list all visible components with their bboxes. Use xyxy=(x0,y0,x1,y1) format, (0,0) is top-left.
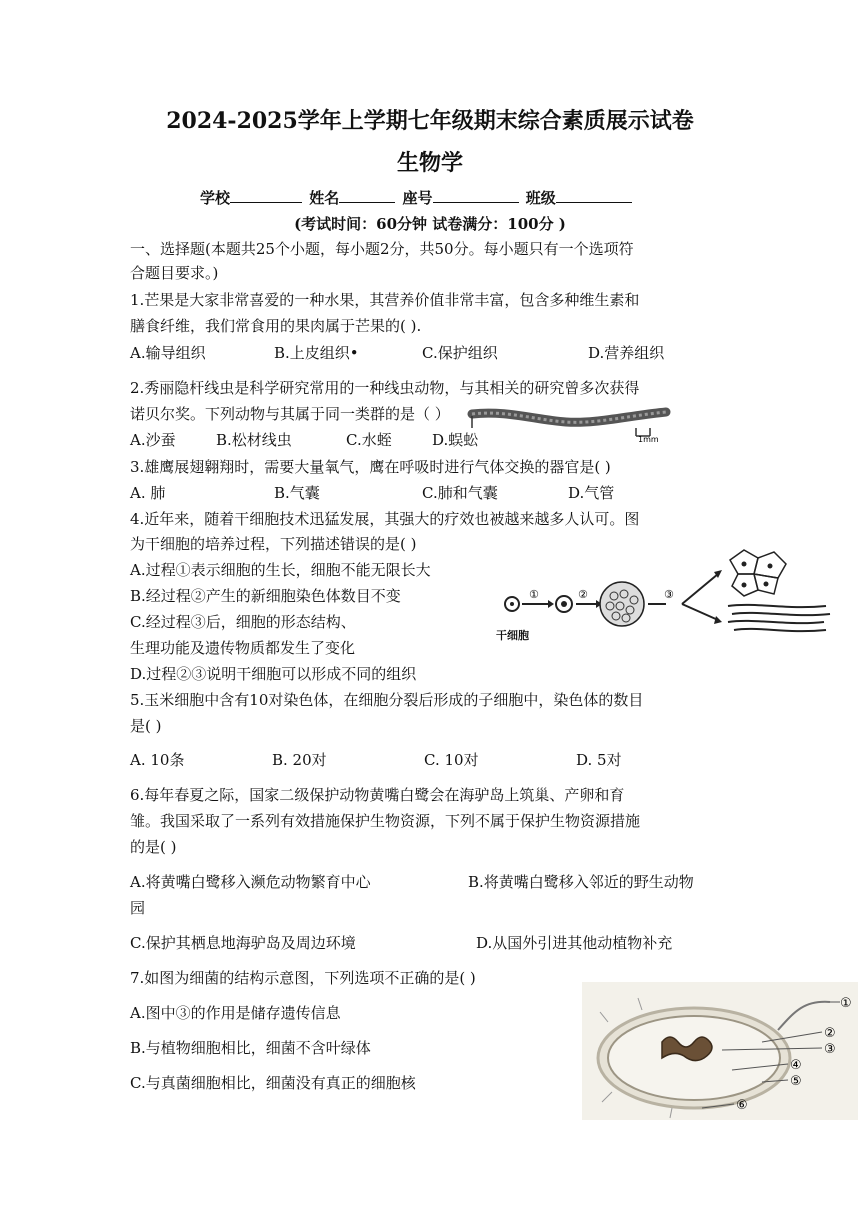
cell-cluster-icon xyxy=(600,582,644,626)
q4-option-b[interactable]: B.经过程②产生的新细胞染色体数目不变 xyxy=(130,587,401,605)
q6-option-c[interactable]: C.保护其栖息地海驴岛及周边环境 xyxy=(130,934,356,952)
q1-option-a[interactable]: A.输导组织 xyxy=(130,344,206,362)
question-6-text: 6.每年春夏之际，国家二级保护动物黄嘴白鹭会在海驴岛上筑巢、产卵和育 xyxy=(130,786,625,804)
stem-cell-label: 干细胞 xyxy=(496,629,529,642)
question-4-text-cont: 为干细胞的培养过程，下列描述错误的是( ) xyxy=(130,535,417,553)
q4-option-a[interactable]: A.过程①表示细胞的生长，细胞不能无限长大 xyxy=(130,561,431,579)
nematode-figure xyxy=(466,402,676,444)
label-3: ③ xyxy=(824,1042,836,1057)
bacterium-diagram xyxy=(582,982,858,1120)
field-seat-input[interactable] xyxy=(433,188,519,203)
field-school-label: 学校 xyxy=(200,189,231,207)
q3-option-c[interactable]: C.肺和气囊 xyxy=(422,484,498,502)
question-1-text-cont: 膳食纤维，我们常食用的果肉属于芒果的( ). xyxy=(130,317,422,335)
label-2: ② xyxy=(824,1026,836,1041)
question-2-text-cont: 诺贝尔奖。下列动物与其属于同一类群的是（ ） xyxy=(130,405,450,423)
epithelial-tissue-icon xyxy=(730,550,786,596)
q3-option-b[interactable]: B.气囊 xyxy=(274,484,320,502)
stem-cell-diagram xyxy=(496,540,860,645)
q7-option-c[interactable]: C.与真菌细胞相比，细菌没有真正的细胞核 xyxy=(130,1074,416,1092)
field-class-input[interactable] xyxy=(556,188,632,203)
field-seat-label: 座号 xyxy=(402,189,433,207)
question-5-text: 5.玉米细胞中含有10对染色体，在细胞分裂后形成的子细胞中，染色体的数目 xyxy=(130,691,644,709)
q2-option-a[interactable]: A.沙蚕 xyxy=(130,431,176,449)
scale-label: 1mm xyxy=(638,435,659,444)
section-heading-cont: 合题目要求。) xyxy=(130,264,219,282)
question-4-text: 4.近年来，随着干细胞技术迅猛发展，其强大的疗效也被越来越多人认可。图 xyxy=(130,510,640,528)
step3-label: ③ xyxy=(664,588,674,601)
q6-option-d[interactable]: D.从国外引进其他动植物补充 xyxy=(476,934,673,952)
q1-option-b[interactable]: B.上皮组织• xyxy=(274,344,359,362)
label-6: ⑥ xyxy=(736,1098,748,1113)
step2-label: ② xyxy=(578,588,588,601)
q3-option-a[interactable]: A. 肺 xyxy=(130,484,166,502)
muscle-tissue-icon xyxy=(728,605,830,631)
q4-option-c[interactable]: C.经过程③后，细胞的形态结构、 xyxy=(130,613,356,631)
q5-option-c[interactable]: C. 10对 xyxy=(424,751,479,769)
section-heading: 一、选择题(本题共25个小题，每小题2分，共50分。每小题只有一个选项符 xyxy=(130,240,634,258)
q7-option-b[interactable]: B.与植物细胞相比，细菌不含叶绿体 xyxy=(130,1039,371,1057)
step1-label: ① xyxy=(529,588,539,601)
exam-info: (考试时间：60分钟 试卷满分：100分 ) xyxy=(294,215,566,233)
q2-option-d[interactable]: D.蜈蚣 xyxy=(432,431,479,449)
q5-option-b[interactable]: B. 20对 xyxy=(272,751,327,769)
question-7-text: 7.如图为细菌的结构示意图，下列选项不正确的是( ) xyxy=(130,969,476,987)
student-info-line xyxy=(200,187,634,208)
q2-option-c[interactable]: C.水蛭 xyxy=(346,431,392,449)
label-5: ⑤ xyxy=(790,1074,802,1089)
q3-option-d[interactable]: D.气管 xyxy=(568,484,615,502)
field-name-label: 姓名 xyxy=(309,189,340,207)
q1-option-d[interactable]: D.营养组织 xyxy=(588,344,665,362)
field-name-input[interactable] xyxy=(339,188,395,203)
q2-option-b[interactable]: B.松材线虫 xyxy=(216,431,292,449)
subject-title: 生物学 xyxy=(396,150,463,176)
q5-option-a[interactable]: A. 10条 xyxy=(130,751,185,769)
question-2-text: 2.秀丽隐杆线虫是科学研究常用的一种线虫动物，与其相关的研究曾多次获得 xyxy=(130,379,640,397)
q6-option-b[interactable]: B.将黄嘴白鹭移入邻近的野生动物 xyxy=(468,873,694,891)
question-5-text-cont: 是( ) xyxy=(130,717,162,735)
label-1: ① xyxy=(840,996,852,1011)
q6-option-a[interactable]: A.将黄嘴白鹭移入濒危动物繁育中心 xyxy=(130,873,371,891)
question-6-text-cont2: 的是( ) xyxy=(130,838,177,856)
q4-option-d[interactable]: D.过程②③说明干细胞可以形成不同的组织 xyxy=(130,665,417,683)
question-6-text-cont: 雏。我国采取了一系列有效措施保护生物资源，下列不属于保护生物资源措施 xyxy=(130,812,641,830)
question-1-text: 1.芒果是大家非常喜爱的一种水果，其营养价值非常丰富，包含多种维生素和 xyxy=(130,291,640,309)
q5-option-d[interactable]: D. 5对 xyxy=(576,751,622,769)
question-3-text: 3.雄鹰展翅翱翔时，需要大量氧气，鹰在呼吸时进行气体交换的器官是( ) xyxy=(130,458,611,476)
q4-option-c-cont: 生理功能及遗传物质都发生了变化 xyxy=(130,639,356,657)
field-class-label: 班级 xyxy=(525,189,556,207)
q7-option-a[interactable]: A.图中③的作用是储存遗传信息 xyxy=(130,1004,341,1022)
q1-option-c[interactable]: C.保护组织 xyxy=(422,344,498,362)
q6-option-b-cont: 园 xyxy=(130,899,146,917)
field-school-input[interactable] xyxy=(230,188,302,203)
label-4: ④ xyxy=(790,1058,802,1073)
page-title: 2024-2025学年上学期七年级期末综合素质展示试卷 xyxy=(166,108,694,134)
